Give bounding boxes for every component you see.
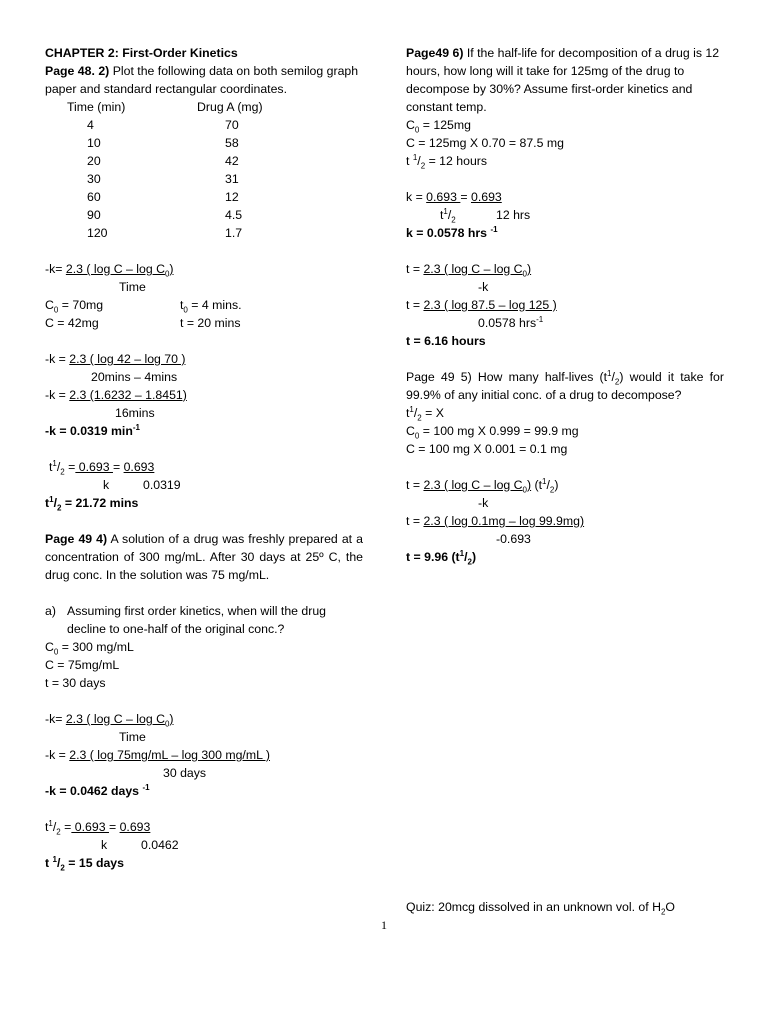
t-close: ) [527, 478, 532, 492]
t-half-value: = 12 hours [425, 154, 488, 168]
c0-line: $C_0 = 100$ mg X 0.999 = 99.9 mg [406, 424, 579, 441]
t-formula [406, 260, 724, 278]
t-half-line: t $^1/_2 = 12$ hours [406, 152, 488, 171]
t-calc-numerator: 2.3 ( log 87.5 – log 125 ) [423, 298, 557, 312]
p49-6-question [406, 44, 724, 116]
half-mid: = [108, 820, 120, 834]
t-calc-den-sup: -1 [536, 314, 544, 324]
half-num1: 0.693 [71, 820, 109, 834]
c0-value: = 100 mg X 0.999 = 99.9 mg [422, 424, 579, 438]
left-column [45, 44, 363, 872]
time-cell: 10 [87, 136, 101, 150]
half-result-text: = 21.72 mins [61, 496, 139, 510]
half-num2: 0.693 [119, 820, 151, 834]
t-numerator-text: 2.3 ( log C – log C [423, 478, 523, 492]
half-result-text: = 15 days [64, 856, 124, 870]
formula-close: ) [169, 712, 174, 726]
table-row [45, 170, 363, 188]
k-result [406, 224, 724, 242]
k-mid: = [460, 190, 471, 204]
page-number: 1 [381, 918, 387, 932]
time-cell: 60 [87, 190, 101, 204]
k-den1: $t^1/_2$ [440, 206, 456, 225]
calc-numerator: 2.3 (1.6232 – 1.8451) [69, 388, 187, 402]
p48-question [45, 62, 363, 98]
half-life-den [45, 476, 363, 494]
t-result: t = 6.16 hours [406, 334, 486, 348]
quiz-text: Quiz: 20mcg dissolved in an unknown vol. of H [406, 900, 661, 914]
table-row [45, 224, 363, 242]
k-result-sup: -1 [132, 422, 140, 432]
k-formula [45, 710, 363, 728]
calc-numerator: 2.3 ( log 75mg/mL – log 300 mg/mL ) [69, 748, 270, 762]
table-row [45, 188, 363, 206]
formula-numerator-text: 2.3 ( log C – log C [65, 262, 165, 276]
t-numerator: 2.3 ( log C – $\log C_0$) [423, 478, 532, 495]
c0-value: = 125mg [422, 118, 471, 132]
t-calc-lhs: t = [406, 514, 424, 528]
half-mid: = [112, 460, 124, 474]
chapter-title: CHAPTER 2: First-Order Kinetics [45, 46, 238, 60]
k-result-text: -k = 0.0462 days [45, 784, 140, 798]
t-calc-denominator [406, 314, 724, 332]
p49-6-ref: Page49 6) [406, 46, 464, 60]
t-calc-numerator: 2.3 ( log 0.1mg – log 99.9mg) [423, 514, 585, 528]
time-cell: 20 [87, 154, 101, 168]
k-formula [406, 188, 724, 206]
p49-4-subquestion-a [45, 602, 363, 638]
c-value: C = 42mg [45, 316, 99, 330]
t-close: ) [527, 262, 532, 276]
calc1-line [45, 350, 363, 368]
c0-t0-line: $C_0 = 70mg$ $t_0 = 4$ mins. [45, 298, 242, 315]
formula-close: ) [169, 262, 174, 276]
col-header-time: Time (min) [67, 100, 126, 114]
half-den2: 0.0462 [141, 838, 179, 852]
calc-lhs: -k = [45, 352, 70, 366]
k-result-sup: -1 [142, 782, 150, 792]
k-result [45, 422, 363, 440]
table-row [45, 206, 363, 224]
table-row [45, 116, 363, 134]
t-lhs: t = [406, 262, 424, 276]
calc1-denominator: 20mins – 4mins [91, 370, 178, 384]
subq-text: Assuming first order kinetics, when will the drug decline to one-half of the original conc.? [67, 604, 327, 636]
time-cell: 4 [87, 118, 94, 132]
drug-cell: 1.7 [225, 226, 243, 240]
half-num2: 0.693 [123, 460, 155, 474]
c-line: C = 100 mg X 0.001 = 0.1 mg [406, 442, 568, 456]
time-drug-table [45, 98, 363, 242]
calc2-denominator: 16mins [115, 406, 155, 420]
half-life-result: t $^1/_2 = 15$ days [45, 854, 124, 873]
t-calc-den-text: 0.0578 hrs [478, 316, 537, 330]
calc-numerator: 2.3 ( log 42 – log 70 ) [69, 352, 186, 366]
t-half-eq: = X [421, 406, 444, 420]
drug-cell: 4.5 [225, 208, 243, 222]
table-row [45, 134, 363, 152]
t0-value: = 4 mins. [191, 298, 242, 312]
drug-cell: 70 [225, 118, 239, 132]
t-value: t = 20 mins [180, 316, 241, 330]
t-denominator: -k [478, 280, 489, 294]
quiz-line [406, 900, 675, 917]
c-t-line [45, 314, 363, 332]
t-tail-a: (t [531, 478, 543, 492]
t-formula: t = 2.3 ( log C – $\log C_0$) $(t^1/_2)$ [406, 476, 559, 495]
calc-denominator: 30 days [163, 766, 207, 780]
calc-line [45, 746, 363, 764]
drug-cell: 12 [225, 190, 239, 204]
c0-label: C [406, 424, 415, 438]
formula-lhs: -k= [45, 262, 63, 276]
t0-label: t [180, 298, 184, 312]
c0-label: C [406, 118, 415, 132]
c0-line: $C_0 = 300$ mg/mL [45, 640, 134, 657]
t-tail-b: ) [554, 478, 559, 492]
c0-value: = 300 mg/mL [61, 640, 134, 654]
right-column [406, 44, 724, 566]
calc2-line [45, 386, 363, 404]
table-row [45, 152, 363, 170]
p49-4-ref: Page 49 4) [45, 532, 108, 546]
formula-numerator: 2.3 ( log C – $\log C_0$) [65, 262, 174, 279]
p48-ref: Page 48. 2) [45, 64, 110, 78]
half-num1: 0.693 [75, 460, 113, 474]
half-life-den [45, 836, 363, 854]
t-calc-denominator: -0.693 [496, 532, 531, 546]
k-formula [45, 260, 363, 278]
drug-cell: 31 [225, 172, 239, 186]
t-result-close: ) [471, 550, 477, 564]
formula-numerator-text: 2.3 ( log C – log C [65, 712, 165, 726]
k-result-text: k = 0.0578 hrs [406, 226, 488, 240]
p48-text: Plot the following data on both semilog graph paper and standard rectangular coordinates. [45, 64, 359, 96]
time-cell: 120 [87, 226, 108, 240]
half-life-formula: $t^1/_2 = 0.693 = 0.693$ [49, 458, 155, 477]
k-num1: 0.693 [426, 190, 461, 204]
half-life-result: $t^1/_2 = 21.72$ mins [45, 494, 139, 513]
t-line: t = 30 days [45, 676, 106, 690]
k-result [45, 782, 363, 800]
k-lhs: k = [406, 190, 427, 204]
k-formula-den [406, 206, 724, 224]
half-sub: 2 [60, 467, 65, 477]
drug-cell: 58 [225, 136, 239, 150]
p49-4-text: A solution of a drug was freshly prepared at a concentration of 300 mg/mL. After 30 days at 25º C, the drug conc. In the solution was 75 mg/mL. [45, 532, 363, 582]
half-den1: k [101, 838, 108, 852]
t-numerator: 2.3 ( log C – $\log C_0$) [423, 262, 532, 279]
half-den2: 0.0319 [143, 478, 181, 492]
t-result: t = 9.96 $(t^1/_2)$ [406, 548, 477, 567]
half-den1: k [103, 478, 110, 492]
calc-lhs: -k = [45, 748, 70, 762]
c-line: C = 75mg/mL [45, 658, 120, 672]
c-line: C = 125mg X 0.70 = 87.5 mg [406, 136, 564, 150]
quiz-sub: 2 [660, 907, 666, 917]
formula-denominator: Time [119, 280, 146, 294]
p49-5-text-a: Page 49 5) How many half-lives (t [406, 370, 608, 384]
formula-lhs: -k= [45, 712, 66, 726]
p49-6-text: If the half-life for decomposition of a drug is 12 hours, how long will it take for 125mg of the drug to decompose by 30%? Assume first-order kinetics and constant temp. [406, 46, 720, 114]
c0-label: C [45, 298, 54, 312]
c0-value: = 70mg [61, 298, 104, 312]
time-cell: 90 [87, 208, 101, 222]
t-calc-lhs: t = [406, 298, 424, 312]
t-calc [406, 296, 724, 314]
t-half-line: $t^1/_2 = X$ [406, 404, 444, 423]
p49-4-question [45, 530, 363, 584]
p49-5-text-b: ) would it take for 99.9% of any initial conc. of a drug to decompose? [406, 370, 724, 402]
calc-lhs: -k = [45, 388, 70, 402]
half-eq: = [68, 460, 76, 474]
t-calc [406, 512, 724, 530]
col-header-drug: Drug A (mg) [197, 100, 263, 114]
half-sup: 1 [52, 458, 57, 468]
drug-cell: 42 [225, 154, 239, 168]
half-t: t [49, 460, 53, 474]
formula-denominator: Time [119, 730, 146, 744]
half-life-formula: $t^1/_2 = 0.693 = 0.693$ [45, 818, 151, 837]
k-result-sup: -1 [490, 224, 498, 234]
k-den2: 12 hrs [496, 208, 531, 222]
table-header [45, 98, 363, 116]
formula-numerator: 2.3 ( log C – $\log C_0$) [65, 712, 174, 729]
c0-label: C [45, 640, 54, 654]
t-lhs: t = [406, 478, 424, 492]
t-numerator-text: 2.3 ( log C – log C [423, 262, 523, 276]
k-result-text: -k = 0.0319 min [45, 424, 133, 438]
k-num2: 0.693 [470, 190, 502, 204]
quiz-tail: O [665, 900, 675, 914]
t-result-text: t = 9.96 (t [406, 550, 460, 564]
t0-block: $t_0 = 4$ mins. [180, 298, 242, 315]
time-cell: 30 [87, 172, 101, 186]
p49-5-question: Page 49 5) How many half-lives $(t^1/_2)$ would it take for 99.9% of any initial conc. of a drug to decompose? [406, 368, 724, 402]
t-denominator: -k [478, 496, 489, 510]
c0-line: $C_0 = 125mg$ [406, 118, 471, 135]
subq-label: a) [45, 604, 56, 618]
